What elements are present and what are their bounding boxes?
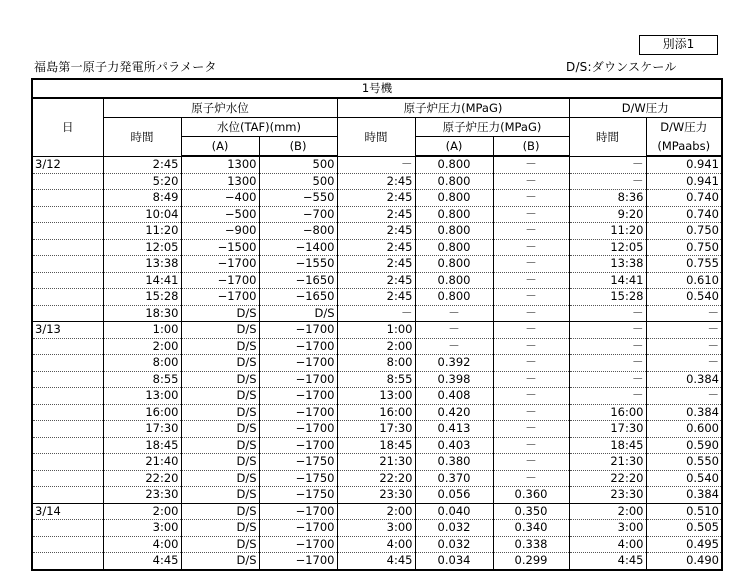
level-b-cell: −1700 xyxy=(259,404,337,421)
pressure-b-cell: － xyxy=(493,454,569,471)
dw-time-cell: － xyxy=(569,355,646,372)
pressure-a-cell: 0.800 xyxy=(415,223,493,240)
pressure-a-cell: 0.032 xyxy=(415,520,493,537)
dw-value-cell: － xyxy=(646,305,722,322)
level-a-cell: D/S xyxy=(181,338,259,355)
level-a-cell: D/S xyxy=(181,487,259,504)
level-a-cell: 1300 xyxy=(181,156,259,173)
unit-header: 1号機 xyxy=(32,79,722,98)
pressure-time-cell: 2:45 xyxy=(337,256,415,273)
dw-value-cell: 0.600 xyxy=(646,421,722,438)
dw-value-cell: 0.540 xyxy=(646,289,722,306)
pressure-time-cell: 2:45 xyxy=(337,190,415,207)
dw-value-cell: 0.505 xyxy=(646,520,722,537)
level-a-cell: 1300 xyxy=(181,173,259,190)
level-a-cell: D/S xyxy=(181,305,259,322)
level-time-cell: 8:00 xyxy=(103,355,181,372)
level-time-cell: 5:20 xyxy=(103,173,181,190)
pressure-a-cell: 0.056 xyxy=(415,487,493,504)
pressure-time-cell: 1:00 xyxy=(337,322,415,339)
day-cell: 3/12 xyxy=(32,156,103,173)
pressure-a-cell: 0.800 xyxy=(415,156,493,173)
table-row xyxy=(32,256,722,273)
day-cell xyxy=(32,305,103,322)
dw-time-cell: 16:00 xyxy=(569,404,646,421)
pressure-a-cell: 0.032 xyxy=(415,536,493,553)
level-b-cell: −1700 xyxy=(259,338,337,355)
pressure-a-cell: 0.403 xyxy=(415,437,493,454)
table-row xyxy=(32,421,722,438)
pressure-a-cell: 0.408 xyxy=(415,388,493,405)
dw-value-cell: 0.495 xyxy=(646,536,722,553)
pressure-b-cell: 0.299 xyxy=(493,553,569,570)
level-a-cell: D/S xyxy=(181,470,259,487)
table-row xyxy=(32,404,722,421)
level-b-cell: −1700 xyxy=(259,355,337,372)
dw-unit-header: (MPaabs) xyxy=(646,137,722,157)
level-time-cell: 12:05 xyxy=(103,239,181,256)
pressure-time-cell: 21:30 xyxy=(337,454,415,471)
table-row xyxy=(32,305,722,322)
pressure-a-cell: 0.800 xyxy=(415,190,493,207)
level-b-cell: D/S xyxy=(259,305,337,322)
table-row xyxy=(32,322,722,339)
pressure-b-cell: － xyxy=(493,156,569,173)
pressure-time-header: 時間 xyxy=(337,118,415,157)
dw-time-cell: 3:00 xyxy=(569,520,646,537)
pressure-b-cell: － xyxy=(493,190,569,207)
table-row xyxy=(32,437,722,454)
day-cell xyxy=(32,520,103,537)
pressure-a-cell: － xyxy=(415,338,493,355)
day-cell xyxy=(32,256,103,273)
level-time-cell: 18:30 xyxy=(103,305,181,322)
level-b-cell: −1700 xyxy=(259,536,337,553)
dw-value-cell: 0.740 xyxy=(646,206,722,223)
table-row xyxy=(32,239,722,256)
dw-value-cell: 0.540 xyxy=(646,470,722,487)
level-time-cell: 17:30 xyxy=(103,421,181,438)
day-cell xyxy=(32,553,103,570)
dw-value-cell: 0.510 xyxy=(646,503,722,520)
pressure-b-cell: 0.360 xyxy=(493,487,569,504)
table-row xyxy=(32,338,722,355)
level-a-cell: D/S xyxy=(181,404,259,421)
table-row xyxy=(32,536,722,553)
pressure-time-cell: 18:45 xyxy=(337,437,415,454)
table-row xyxy=(32,206,722,223)
level-time-cell: 4:00 xyxy=(103,536,181,553)
level-time-cell: 11:20 xyxy=(103,223,181,240)
dw-time-cell: 18:45 xyxy=(569,437,646,454)
pressure-time-cell: 13:00 xyxy=(337,388,415,405)
level-time-cell: 13:38 xyxy=(103,256,181,273)
level-a-cell: D/S xyxy=(181,355,259,372)
day-cell xyxy=(32,371,103,388)
dw-time-cell: 22:20 xyxy=(569,470,646,487)
pressure-b-cell: － xyxy=(493,404,569,421)
table-row xyxy=(32,487,722,504)
level-b-cell: −1650 xyxy=(259,272,337,289)
pressure-b-cell: － xyxy=(493,437,569,454)
level-a-cell: −1700 xyxy=(181,256,259,273)
level-a-cell: D/S xyxy=(181,553,259,570)
day-cell xyxy=(32,190,103,207)
attachment-label: 別添1 xyxy=(639,35,718,55)
dw-time-cell: 15:28 xyxy=(569,289,646,306)
pressure-a-cell: 0.800 xyxy=(415,272,493,289)
table-row xyxy=(32,520,722,537)
dw-time-cell: － xyxy=(569,173,646,190)
day-cell xyxy=(32,437,103,454)
level-b-cell: −1700 xyxy=(259,553,337,570)
level-a-cell: D/S xyxy=(181,536,259,553)
day-cell: 3/13 xyxy=(32,322,103,339)
level-b-cell: 500 xyxy=(259,173,337,190)
pressure-a-cell: 0.800 xyxy=(415,289,493,306)
level-a-cell: D/S xyxy=(181,388,259,405)
pressure-time-cell: 16:00 xyxy=(337,404,415,421)
day-cell xyxy=(32,173,103,190)
table-row xyxy=(32,470,722,487)
dw-value-cell: 0.610 xyxy=(646,272,722,289)
pressure-time-cell: 8:55 xyxy=(337,371,415,388)
table-row xyxy=(32,272,722,289)
dw-time-cell: 21:30 xyxy=(569,454,646,471)
dw-group-header: D/W圧力 xyxy=(569,98,722,118)
table-row xyxy=(32,503,722,520)
dw-time-cell: 13:38 xyxy=(569,256,646,273)
pressure-sub-header: 原子炉圧力(MPaG) xyxy=(415,118,569,137)
downscale-legend: D/S:ダウンスケール xyxy=(566,60,677,74)
level-b-cell: −1700 xyxy=(259,322,337,339)
pressure-b-cell: － xyxy=(493,338,569,355)
level-a-cell: −1700 xyxy=(181,289,259,306)
level-time-cell: 18:45 xyxy=(103,437,181,454)
level-group-header: 原子炉水位 xyxy=(103,98,337,118)
dw-value-cell: 0.941 xyxy=(646,156,722,173)
pressure-time-cell: 2:00 xyxy=(337,338,415,355)
pressure-a-cell: 0.034 xyxy=(415,553,493,570)
pressure-time-cell: 2:45 xyxy=(337,206,415,223)
dw-value-cell: － xyxy=(646,338,722,355)
level-b-cell: −1700 xyxy=(259,371,337,388)
day-cell xyxy=(32,355,103,372)
level-b-cell: −1700 xyxy=(259,503,337,520)
pressure-b-cell: － xyxy=(493,470,569,487)
dw-value-cell: 0.490 xyxy=(646,553,722,570)
level-time-cell: 8:55 xyxy=(103,371,181,388)
pressure-a-cell: 0.370 xyxy=(415,470,493,487)
level-time-cell: 2:45 xyxy=(103,156,181,173)
dw-value-cell: － xyxy=(646,322,722,339)
pressure-time-cell: 2:45 xyxy=(337,239,415,256)
pressure-time-cell: 8:00 xyxy=(337,355,415,372)
level-a-cell: −900 xyxy=(181,223,259,240)
table-row xyxy=(32,371,722,388)
day-cell xyxy=(32,272,103,289)
pressure-a-cell: 0.800 xyxy=(415,206,493,223)
pressure-b-cell: － xyxy=(493,322,569,339)
pressure-a-cell: 0.420 xyxy=(415,404,493,421)
pressure-time-cell: 2:45 xyxy=(337,173,415,190)
level-time-cell: 22:20 xyxy=(103,470,181,487)
level-time-cell: 13:00 xyxy=(103,388,181,405)
pressure-time-cell: 2:00 xyxy=(337,503,415,520)
level-time-cell: 10:04 xyxy=(103,206,181,223)
dw-value-cell: 0.384 xyxy=(646,404,722,421)
pressure-b-cell: － xyxy=(493,289,569,306)
pressure-b-cell: － xyxy=(493,173,569,190)
dw-time-cell: － xyxy=(569,388,646,405)
table-row xyxy=(32,156,722,173)
pressure-a-cell: 0.392 xyxy=(415,355,493,372)
pressure-a-cell: 0.800 xyxy=(415,173,493,190)
level-b-cell: −550 xyxy=(259,190,337,207)
level-b-header: (B) xyxy=(259,137,337,157)
dw-sub-header: D/W圧力 xyxy=(646,118,722,137)
dw-time-cell: 2:00 xyxy=(569,503,646,520)
dw-time-cell: 14:41 xyxy=(569,272,646,289)
dw-time-cell: 4:00 xyxy=(569,536,646,553)
dw-value-cell: 0.550 xyxy=(646,454,722,471)
day-cell xyxy=(32,289,103,306)
day-cell xyxy=(32,388,103,405)
pressure-b-header: (B) xyxy=(493,137,569,157)
day-cell xyxy=(32,454,103,471)
level-time-cell: 2:00 xyxy=(103,338,181,355)
pressure-time-cell: 3:00 xyxy=(337,520,415,537)
pressure-b-cell: － xyxy=(493,223,569,240)
level-b-cell: −1400 xyxy=(259,239,337,256)
pressure-a-cell: 0.380 xyxy=(415,454,493,471)
level-a-cell: −400 xyxy=(181,190,259,207)
pressure-time-cell: 4:45 xyxy=(337,553,415,570)
table-row xyxy=(32,190,722,207)
table-row xyxy=(32,355,722,372)
pressure-b-cell: － xyxy=(493,355,569,372)
dw-value-cell: 0.384 xyxy=(646,487,722,504)
pressure-b-cell: － xyxy=(493,388,569,405)
pressure-a-cell: 0.413 xyxy=(415,421,493,438)
level-a-cell: D/S xyxy=(181,520,259,537)
level-a-cell: D/S xyxy=(181,503,259,520)
table-row xyxy=(32,454,722,471)
pressure-b-cell: 0.340 xyxy=(493,520,569,537)
pressure-a-cell: 0.040 xyxy=(415,503,493,520)
level-a-cell: D/S xyxy=(181,454,259,471)
level-a-cell: −500 xyxy=(181,206,259,223)
day-header: 日 xyxy=(32,98,103,156)
pressure-b-cell: － xyxy=(493,206,569,223)
parameter-table xyxy=(31,78,723,571)
table-row xyxy=(32,289,722,306)
level-time-cell: 21:40 xyxy=(103,454,181,471)
dw-value-cell: 0.750 xyxy=(646,239,722,256)
dw-time-cell: 4:45 xyxy=(569,553,646,570)
table-row xyxy=(32,173,722,190)
pressure-b-cell: 0.350 xyxy=(493,503,569,520)
document-title: 福島第一原子力発電所パラメータ xyxy=(34,60,217,74)
day-cell xyxy=(32,487,103,504)
level-time-cell: 16:00 xyxy=(103,404,181,421)
dw-value-cell: 0.941 xyxy=(646,173,722,190)
level-sub-header: 水位(TAF)(mm) xyxy=(181,118,337,137)
level-a-cell: −1700 xyxy=(181,272,259,289)
level-time-cell: 3:00 xyxy=(103,520,181,537)
day-cell xyxy=(32,239,103,256)
level-a-cell: D/S xyxy=(181,437,259,454)
day-cell xyxy=(32,206,103,223)
pressure-time-cell: 2:45 xyxy=(337,223,415,240)
level-b-cell: −1550 xyxy=(259,256,337,273)
pressure-a-cell: 0.800 xyxy=(415,256,493,273)
level-time-cell: 14:41 xyxy=(103,272,181,289)
table-row xyxy=(32,388,722,405)
level-time-header: 時間 xyxy=(103,118,181,157)
day-cell xyxy=(32,421,103,438)
day-cell xyxy=(32,404,103,421)
pressure-b-cell: － xyxy=(493,371,569,388)
dw-time-cell: － xyxy=(569,322,646,339)
pressure-b-cell: － xyxy=(493,421,569,438)
level-time-cell: 4:45 xyxy=(103,553,181,570)
dw-time-cell: 8:36 xyxy=(569,190,646,207)
pressure-time-cell: 22:20 xyxy=(337,470,415,487)
level-b-cell: −1700 xyxy=(259,437,337,454)
level-b-cell: −1700 xyxy=(259,520,337,537)
pressure-a-cell: 0.398 xyxy=(415,371,493,388)
level-a-cell: D/S xyxy=(181,322,259,339)
dw-value-cell: － xyxy=(646,388,722,405)
dw-time-cell: 12:05 xyxy=(569,239,646,256)
pressure-b-cell: 0.338 xyxy=(493,536,569,553)
day-cell: 3/14 xyxy=(32,503,103,520)
dw-time-cell: 11:20 xyxy=(569,223,646,240)
dw-value-cell: 0.384 xyxy=(646,371,722,388)
day-cell xyxy=(32,223,103,240)
level-time-cell: 15:28 xyxy=(103,289,181,306)
table-row xyxy=(32,553,722,570)
pressure-b-cell: － xyxy=(493,239,569,256)
pressure-time-cell: 23:30 xyxy=(337,487,415,504)
day-cell xyxy=(32,470,103,487)
dw-time-cell: － xyxy=(569,371,646,388)
level-time-cell: 2:00 xyxy=(103,503,181,520)
level-time-cell: 8:49 xyxy=(103,190,181,207)
level-a-cell: −1500 xyxy=(181,239,259,256)
dw-time-cell: － xyxy=(569,338,646,355)
level-b-cell: −700 xyxy=(259,206,337,223)
dw-time-cell: － xyxy=(569,156,646,173)
pressure-group-header: 原子炉圧力(MPaG) xyxy=(337,98,569,118)
dw-time-cell: 9:20 xyxy=(569,206,646,223)
level-a-header: (A) xyxy=(181,137,259,157)
pressure-time-cell: 17:30 xyxy=(337,421,415,438)
dw-value-cell: － xyxy=(646,355,722,372)
level-b-cell: −1700 xyxy=(259,388,337,405)
pressure-b-cell: － xyxy=(493,272,569,289)
level-b-cell: −1750 xyxy=(259,487,337,504)
pressure-a-cell: － xyxy=(415,322,493,339)
pressure-time-cell: 2:45 xyxy=(337,272,415,289)
dw-value-cell: 0.590 xyxy=(646,437,722,454)
table-row xyxy=(32,223,722,240)
level-time-cell: 23:30 xyxy=(103,487,181,504)
pressure-time-cell: 4:00 xyxy=(337,536,415,553)
dw-time-cell: 23:30 xyxy=(569,487,646,504)
level-b-cell: −1750 xyxy=(259,454,337,471)
pressure-b-cell: － xyxy=(493,256,569,273)
pressure-a-cell: 0.800 xyxy=(415,239,493,256)
dw-time-cell: 17:30 xyxy=(569,421,646,438)
day-cell xyxy=(32,338,103,355)
pressure-a-header: (A) xyxy=(415,137,493,157)
dw-value-cell: 0.750 xyxy=(646,223,722,240)
pressure-time-cell: － xyxy=(337,305,415,322)
level-b-cell: −1700 xyxy=(259,421,337,438)
dw-time-cell: － xyxy=(569,305,646,322)
pressure-time-cell: 2:45 xyxy=(337,289,415,306)
pressure-a-cell: － xyxy=(415,305,493,322)
pressure-b-cell: － xyxy=(493,305,569,322)
dw-value-cell: 0.740 xyxy=(646,190,722,207)
level-a-cell: D/S xyxy=(181,421,259,438)
day-cell xyxy=(32,536,103,553)
dw-value-cell: 0.755 xyxy=(646,256,722,273)
dw-time-header: 時間 xyxy=(569,118,646,157)
level-time-cell: 1:00 xyxy=(103,322,181,339)
level-b-cell: −1650 xyxy=(259,289,337,306)
level-b-cell: 500 xyxy=(259,156,337,173)
level-b-cell: −1750 xyxy=(259,470,337,487)
level-b-cell: −800 xyxy=(259,223,337,240)
level-a-cell: D/S xyxy=(181,371,259,388)
pressure-time-cell: － xyxy=(337,156,415,173)
